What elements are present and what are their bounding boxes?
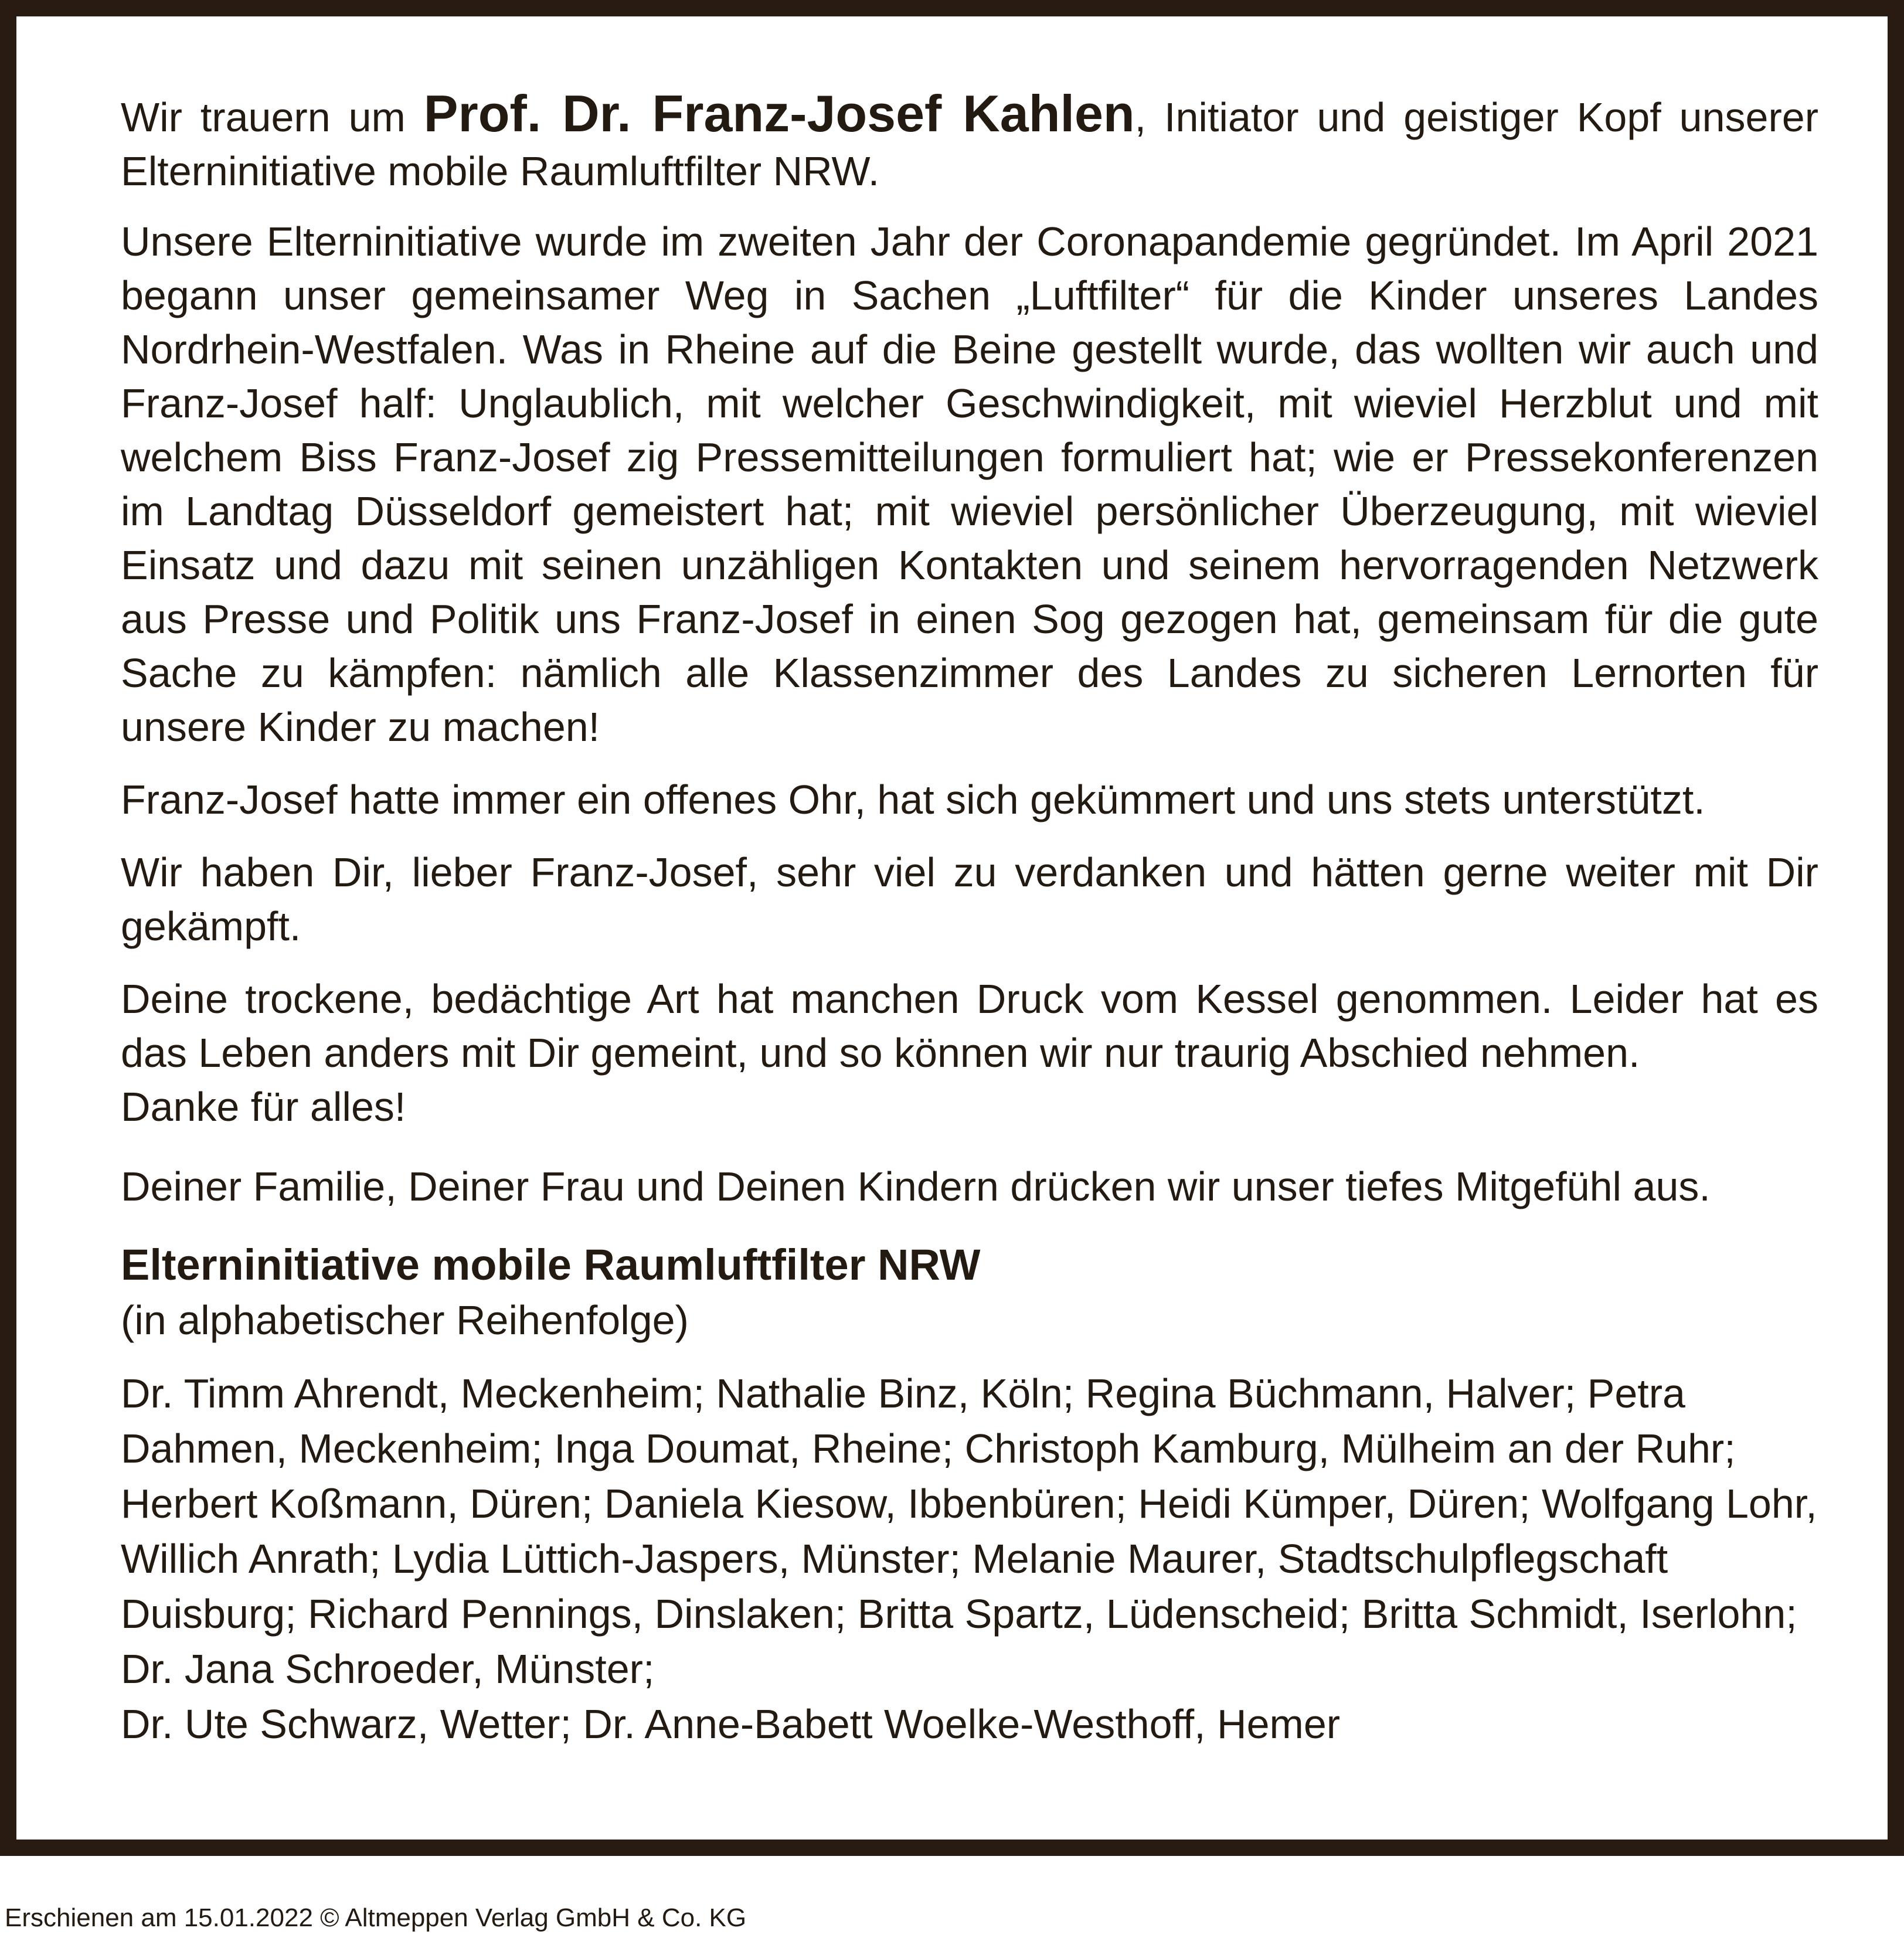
intro-paragraph: [121, 84, 1819, 198]
gratitude-paragraph: Wir haben Dir, lieber Franz-Josef, sehr viel zu verdanken und hätten gerne weiter mit Dir gekämpft.: [121, 849, 1818, 949]
ordering-note: (in alphabetischer Reihenfolge): [121, 1297, 689, 1343]
thanks-text: Danke für alles!: [121, 1084, 406, 1130]
organization-heading: Elterninitiative mobile Raumluftfilter NRW: [121, 1240, 981, 1289]
farewell-text: Deine trockene, bedächtige Art hat manchen Druck vom Kessel genommen. Leider hat es das Leben anders mit Dir gemeint, und so können wir nur traurig Abschied nehmen.: [121, 976, 1818, 1076]
condolence-paragraph: Deiner Familie, Deiner Frau und Deinen Kindern drücken wir unser tiefes Mitgefühl aus.: [121, 1164, 1711, 1209]
intro-prefix: Wir trauern um: [121, 94, 424, 140]
intro-suffix: , Initiator und geistiger Kopf unserer Elterninitiative mobile Raumluftfilter NRW.: [121, 94, 1819, 194]
history-paragraph: Unsere Elterninitiative wurde im zweiten Jahr der Coronapandemie gegründet. Im April 2021 begann unser gemeinsamer Weg in Sachen „Luftfilter“ für die Kinder unseres Landes Nordrhein-Westfalen. Was in Rheine auf die Beine gestellt wurde, das wollten wir auch und Franz-Josef half: Unglaublich, mit welcher Geschwindigkeit, mit wieviel Herzblut und mit welchem Biss Franz-Josef zig Pressemitteilungen formuliert hat; wie er Pressekonferenzen im Landtag Düsseldorf gemeistert hat; mit wieviel persönlicher Überzeugung, mit wieviel Einsatz und dazu mit seinen unzähligen Kontakten und seinem hervorragenden Netzwerk aus Presse und Politik uns Franz-Josef in einen Sog gezogen hat, gemeinsam für die gute Sache zu kämpfen: nämlich alle Klassenzimmer des Landes zu sicheren Lernorten für unsere Kinder zu machen!: [121, 219, 1818, 750]
signatory-names-part-1: Dr. Timm Ahrendt, Meckenheim; Nathalie Binz, Köln; Regina Büchmann, Halver; Petra Dahmen, Meckenheim; Inga Doumat, Rheine; Christoph Kamburg, Mülheim an der Ruhr; Herbert Koßmann, Düren; Daniela Kiesow, Ibbenbüren; Heidi Kümper, Düren; Wolfgang Lohr, Willich Anrath; Lydia Lüttich-Jaspers, Münster; Melanie Maurer, Stadtschulpflegschaft Duisburg; Richard Pennings, Dinslaken; Britta Spartz, Lüdenscheid; Britta Schmidt, Iserlohn; Dr. Jana Schroeder, Münster;: [121, 1371, 1817, 1692]
obituary-content: [121, 84, 1819, 1752]
spacer: [121, 1134, 1818, 1160]
signatory-names-part-2: Dr. Ute Schwarz, Wetter; Dr. Anne-Babett Woelke-Westhoff, Hemer: [121, 1701, 1341, 1747]
publication-footer: Erschienen am 15.01.2022 © Altmeppen Verlag GmbH & Co. KG: [5, 1903, 747, 1932]
support-paragraph: Franz-Josef hatte immer ein offenes Ohr, hat sich gekümmert und uns stets unterstützt.: [121, 777, 1705, 822]
signatory-list: [121, 1366, 1818, 1752]
farewell-paragraph: [121, 972, 1818, 1134]
deceased-name: Prof. Dr. Franz-Josef Kahlen: [423, 84, 1135, 142]
